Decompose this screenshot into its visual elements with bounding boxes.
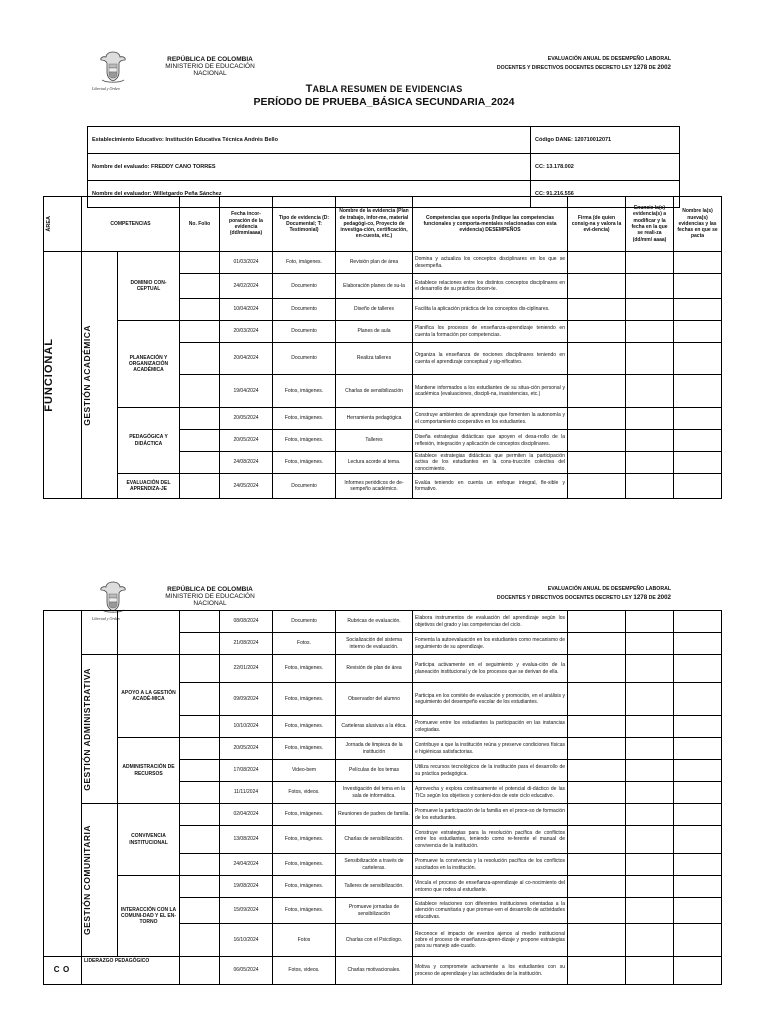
ministry-label: MINISTERIO DE EDUCACIÓN NACIONAL	[165, 63, 255, 77]
page-1	[0, 50, 768, 492]
col-tipo: Tipo de evidencia (D: Documental; T: Testimonial)	[273, 197, 336, 252]
folio-cell	[180, 452, 220, 474]
tipo-cell: Fotos, videos.	[273, 957, 336, 985]
competencia-cell: DOMINIO CON-CEPTUAL	[118, 252, 180, 321]
eval-line-1: EVALUACIÓN ANUAL DE DESEMPEÑO LABORAL	[547, 586, 671, 592]
col-enuncie: Enuncie la(s) evidencia(s) a modificar y la fecha en la que se reali-za (dd/mm/ aaaa)	[626, 197, 674, 252]
desempeno-cell: Fomenta la autoevaluación en los estudiantes como mecanismo de seguimiento de su aprendizaje.	[413, 633, 568, 655]
nueva-cell	[674, 898, 722, 924]
fecha-cell: 11/11/2024	[220, 782, 273, 804]
nombre-cell: Lectura acorde al tema.	[336, 452, 413, 474]
folio-cell	[180, 898, 220, 924]
nombre-cell: Promueve jornadas de sensibilización	[336, 898, 413, 924]
desempeno-cell: Reconoce el impacto de eventos ajenos al medio institucional sobre el proceso de enseñanza-apren-dizaje y propone estrategias para su manejo ade-cuado.	[413, 924, 568, 957]
nombre-cell: Charlas con el Psicólogo.	[336, 924, 413, 957]
tipo-cell: Documento	[273, 611, 336, 633]
table-row	[44, 738, 722, 760]
tipo-cell: Fotos, imágenes.	[273, 804, 336, 826]
nueva-cell	[674, 408, 722, 430]
gestion-cell: GESTIÓN ADMINISTRATIVA	[82, 655, 118, 804]
tipo-cell: Fotos, imágenes.	[273, 408, 336, 430]
col-nombre: Nombre de la evidencia (Plan de trabajo, infor-me, material pedagógi-co, Proyecto de investiga-ción, certificación, en-cuesta, etc.)	[336, 197, 413, 252]
desempeno-cell: Establece relaciones entre los distintos conceptos disciplinares en el desarrollo de su práctica docen-te.	[413, 274, 568, 299]
info-row	[88, 127, 680, 154]
tipo-cell: Fotos, imágenes.	[273, 683, 336, 716]
evaluator-cc-field: CC: 91.216.556	[531, 181, 680, 208]
folio-cell	[180, 430, 220, 452]
desempeno-cell: Mantiene informados a los estudiantes de su situa-ción personal y académica (evaluaciones, discipli-na, inasistencias, etc.)	[413, 375, 568, 408]
firma-cell	[568, 854, 626, 876]
col-folio: No. Folio	[180, 197, 220, 252]
fecha-cell: 13/08/2024	[220, 826, 273, 854]
nueva-cell	[674, 299, 722, 321]
enuncie-cell	[626, 760, 674, 782]
nombre-cell: Observador del alumno	[336, 683, 413, 716]
nueva-cell	[674, 924, 722, 957]
desempeno-cell: Contribuye a que la institución reúna y preserve condiciones físicas e higiénicas satisfactorias.	[413, 738, 568, 760]
firma-cell	[568, 876, 626, 898]
firma-cell	[568, 716, 626, 738]
desempeno-cell: Facilita la aplicación práctica de los conceptos dis-ciplinares.	[413, 299, 568, 321]
folio-cell	[180, 854, 220, 876]
firma-cell	[568, 633, 626, 655]
nombre-cell: Carteleras alusivas a la ética.	[336, 716, 413, 738]
table-row	[44, 252, 722, 274]
folio-cell	[180, 633, 220, 655]
competencia-cell: CONVIVENCIA INSTITUCIONAL	[118, 804, 180, 876]
tipo-cell: Documento	[273, 299, 336, 321]
nueva-cell	[674, 343, 722, 375]
enuncie-cell	[626, 804, 674, 826]
tipo-cell: Fotos, imágenes.	[273, 452, 336, 474]
enuncie-cell	[626, 611, 674, 633]
enuncie-cell	[626, 738, 674, 760]
enuncie-cell	[626, 854, 674, 876]
fecha-cell: 17/08/2024	[220, 760, 273, 782]
desempeno-cell: Organiza la enseñanza de nociones disciplinares teniendo en cuenta el aprendizaje conceptual y sig-nificativo.	[413, 343, 568, 375]
republic-label: REPÚBLICA DE COLOMBIA	[167, 56, 253, 63]
establishment-field: Establecimiento Educativo: Institución Educativa Técnica Andrés Bello	[88, 127, 531, 154]
tipo-cell: Documento	[273, 474, 336, 499]
table-row	[44, 876, 722, 898]
tipo-cell: Documento	[273, 274, 336, 299]
nombre-cell: Charlas de sensibilización.	[336, 826, 413, 854]
institution-heading	[150, 586, 270, 607]
nueva-cell	[674, 738, 722, 760]
firma-cell	[568, 655, 626, 683]
nombre-cell: Reuniones de padres de familia.	[336, 804, 413, 826]
firma-cell	[568, 760, 626, 782]
nombre-cell: Investigación del tema en la sala de informática.	[336, 782, 413, 804]
competencia-cell: ADMINISTRACIÓN DE RECURSOS	[118, 738, 180, 804]
desempeno-cell: Utiliza recursos tecnológicos de la institución para el desarrollo de su práctica pedagógica.	[413, 760, 568, 782]
folio-cell	[180, 274, 220, 299]
nueva-cell	[674, 321, 722, 343]
evaluated-name-field: Nombre del evaluado: FREDDY CANO TORRES	[88, 154, 531, 181]
firma-cell	[568, 343, 626, 375]
folio-cell	[180, 826, 220, 854]
desempeno-cell: Planifica los procesos de enseñanza-aprendizaje teniendo en cuenta la formación por competencias.	[413, 321, 568, 343]
firma-cell	[568, 804, 626, 826]
desempeno-cell: Aprovecha y explora continuamente el potencial di-dáctico de las TICs según los objetivos y conteni-dos de este ciclo educativo.	[413, 782, 568, 804]
nueva-cell	[674, 655, 722, 683]
info-row	[88, 154, 680, 181]
folio-cell	[180, 611, 220, 633]
enuncie-cell	[626, 274, 674, 299]
nueva-cell	[674, 854, 722, 876]
table-row	[44, 655, 722, 683]
area-letter: O	[62, 964, 72, 974]
col-area: ÁREA	[44, 197, 82, 252]
fecha-cell: 10/10/2024	[220, 716, 273, 738]
enuncie-cell	[626, 683, 674, 716]
firma-cell	[568, 924, 626, 957]
desempeno-cell: Establece relaciones con diferentes instituciones orientadas a la atención comunitaria y que promue-ven el desarrollo de actividades educativas.	[413, 898, 568, 924]
tipo-cell: Video-bem	[273, 760, 336, 782]
nueva-cell	[674, 474, 722, 499]
eval-line-2: DOCENTES Y DIRECTIVOS DOCENTES DECRETO LEY 1278 DE 2002	[496, 63, 671, 71]
competencia-cell: PLANEACIÓN Y ORGANIZACIÓN ACADÉMICA	[118, 321, 180, 408]
fecha-cell: 19/04/2024	[220, 375, 273, 408]
tipo-cell: Documento	[273, 321, 336, 343]
nombre-cell: Socialización del sistema interno de evaluación.	[336, 633, 413, 655]
nombre-cell: Charlas motivacionales.	[336, 957, 413, 985]
document-title: TABLA RESUMEN DE EVIDENCIAS	[305, 83, 463, 95]
nueva-cell	[674, 252, 722, 274]
enuncie-cell	[626, 716, 674, 738]
folio-cell	[180, 299, 220, 321]
evaluation-heading	[497, 56, 671, 72]
tipo-cell: Fotos, imágenes.	[273, 854, 336, 876]
folio-cell	[180, 957, 220, 985]
folio-cell	[180, 343, 220, 375]
desempeno-cell: Construye ambientes de aprendizaje que fomenten la autonomía y el comportamiento cooperativo en los estudiantes.	[413, 408, 568, 430]
gestion-cell: GESTIÓN ACADÉMICA	[82, 252, 118, 499]
fecha-cell: 24/04/2024	[220, 854, 273, 876]
nombre-cell: Charlas de sensibilización	[336, 375, 413, 408]
nombre-cell: Sensibilización a través de carteleras.	[336, 854, 413, 876]
nueva-cell	[674, 782, 722, 804]
institution-heading	[150, 56, 270, 77]
eval-line-2: DOCENTES Y DIRECTIVOS DOCENTES DECRETO LEY 1278 DE 2002	[496, 593, 671, 601]
enuncie-cell	[626, 430, 674, 452]
enuncie-cell	[626, 924, 674, 957]
nueva-cell	[674, 430, 722, 452]
area-cell	[44, 957, 82, 985]
fecha-cell: 22/01/2024	[220, 655, 273, 683]
firma-cell	[568, 826, 626, 854]
table-row	[44, 474, 722, 499]
folio-cell	[180, 321, 220, 343]
enuncie-cell	[626, 782, 674, 804]
evidence-table-1	[43, 196, 722, 499]
folio-cell	[180, 375, 220, 408]
folio-cell	[180, 655, 220, 683]
fecha-cell: 24/05/2024	[220, 474, 273, 499]
tipo-cell: Fotos.	[273, 633, 336, 655]
coat-of-arms-icon	[98, 50, 128, 86]
enuncie-cell	[626, 655, 674, 683]
competencia-cell	[118, 611, 180, 655]
tipo-cell: Fotos, imágenes.	[273, 375, 336, 408]
nueva-cell	[674, 452, 722, 474]
firma-cell	[568, 782, 626, 804]
desempeno-cell: Promueve la participación de la familia en el proce-so de formación de los estudiantes.	[413, 804, 568, 826]
fecha-cell: 15/09/2024	[220, 898, 273, 924]
nombre-cell: Informes periódicos de de-sempeño académico.	[336, 474, 413, 499]
tipo-cell: Fotos, imágenes.	[273, 898, 336, 924]
desempeno-cell: Promueve entre los estudiantes la participación en las instancias colegiadas.	[413, 716, 568, 738]
motto-text: Libertad y Orden	[92, 86, 120, 91]
folio-cell	[180, 876, 220, 898]
evidence-table-2	[43, 610, 722, 985]
enuncie-cell	[626, 452, 674, 474]
desempeno-cell: Establece estrategias didácticas que permiten la participación activa de los estudiantes en la cons-trucción colectiva del conocimiento.	[413, 452, 568, 474]
enuncie-cell	[626, 375, 674, 408]
tipo-cell: Fotos, imágenes.	[273, 655, 336, 683]
table-row	[44, 611, 722, 633]
firma-cell	[568, 375, 626, 408]
nombre-cell: Películas de los temas	[336, 760, 413, 782]
folio-cell	[180, 408, 220, 430]
firma-cell	[568, 738, 626, 760]
fecha-cell: 20/05/2024	[220, 408, 273, 430]
fecha-cell: 21/08/2024	[220, 633, 273, 655]
desempeno-cell: Construye estrategias para la resolución pacífica de conflictos entre los estudiantes, teniendo como re-ferente el manual de convivencia de la institución.	[413, 826, 568, 854]
header-row	[44, 197, 722, 252]
desempeno-cell: Diseña estrategias didácticas que apoyen el desa-rrollo de la reflexión, integración y aplicación de conceptos disciplinares.	[413, 430, 568, 452]
nombre-cell: Talleres	[336, 430, 413, 452]
nueva-cell	[674, 633, 722, 655]
competencia-cell: APOYO A LA GESTIÓN ACADÉ-MICA	[118, 655, 180, 738]
fecha-cell: 20/05/2024	[220, 738, 273, 760]
nueva-cell	[674, 804, 722, 826]
enuncie-cell	[626, 321, 674, 343]
col-competencias: COMPETENCIAS	[82, 197, 180, 252]
evaluated-cc-field: CC: 13.178.002	[531, 154, 680, 181]
nombre-cell: Revisión de plan de área	[336, 655, 413, 683]
firma-cell	[568, 321, 626, 343]
nombre-cell: Revisión plan de área	[336, 252, 413, 274]
desempeno-cell: Vincula el proceso de enseñanza-aprendizaje al co-nocimiento del entorno que rodea al estudiante.	[413, 876, 568, 898]
firma-cell	[568, 683, 626, 716]
firma-cell	[568, 252, 626, 274]
firma-cell	[568, 452, 626, 474]
evaluator-name-field: Nombre del evaluador: Willetgardo Peña Sánchez	[88, 181, 531, 208]
nueva-cell	[674, 611, 722, 633]
col-nombre-nueva: Nombre la(s) nueva(s) evidencias y las fechas en que se pacta	[674, 197, 722, 252]
desempeno-cell: Motiva y compromete activamente a los estudiantes con su proceso de aprendizaje y las actividades de la institución.	[413, 957, 568, 985]
nombre-cell: Talleres de sensibilización.	[336, 876, 413, 898]
desempeno-cell: Promueve la convivencia y la resolución pacífica de los conflictos suscitados en la institución.	[413, 854, 568, 876]
nueva-cell	[674, 760, 722, 782]
document-subtitle: PERÍODO DE PRUEBA_BÁSICA SECUNDARIA_2024	[253, 96, 515, 108]
gestion-cell: GESTIÓN COMUNITARIA	[82, 804, 118, 957]
page-2	[0, 580, 768, 977]
nombre-cell: Diseño de talleres	[336, 299, 413, 321]
enuncie-cell	[626, 474, 674, 499]
area-cell	[44, 611, 82, 957]
fecha-cell: 20/03/2024	[220, 321, 273, 343]
nombre-cell: Elaboración planes de su-la	[336, 274, 413, 299]
nombre-cell: Realiza talleres	[336, 343, 413, 375]
enuncie-cell	[626, 957, 674, 985]
fecha-cell: 10/04/2024	[220, 299, 273, 321]
tipo-cell: Fotos	[273, 924, 336, 957]
folio-cell	[180, 924, 220, 957]
nueva-cell	[674, 876, 722, 898]
tipo-cell: Fotos, imágenes.	[273, 430, 336, 452]
enuncie-cell	[626, 826, 674, 854]
nombre-cell: Planes de aula	[336, 321, 413, 343]
competencia-cell: EVALUACIÓN DEL APRENDIZA-JE	[118, 474, 180, 499]
folio-cell	[180, 474, 220, 499]
gestion-cell	[82, 611, 118, 655]
enuncie-cell	[626, 898, 674, 924]
table-row	[44, 408, 722, 430]
desempeno-cell: Participa en los comités de evaluación y promoción, en el análisis y seguimiento del desempeño escolar de los estudiantes.	[413, 683, 568, 716]
firma-cell	[568, 299, 626, 321]
nueva-cell	[674, 957, 722, 985]
nueva-cell	[674, 826, 722, 854]
fecha-cell: 20/04/2024	[220, 343, 273, 375]
fecha-cell: 01/03/2024	[220, 252, 273, 274]
tipo-cell: Documento	[273, 343, 336, 375]
fecha-cell: 24/08/2024	[220, 452, 273, 474]
tipo-cell: Foto, imágenes.	[273, 252, 336, 274]
republic-label: REPÚBLICA DE COLOMBIA	[167, 586, 253, 593]
evaluation-heading	[497, 586, 671, 602]
competencia-cell: LIDERAZGO PEDAGÓGICO	[82, 957, 180, 985]
folio-cell	[180, 716, 220, 738]
enuncie-cell	[626, 633, 674, 655]
competencia-cell: INTERACCIÓN CON LA COMUNI-DAD Y EL EN-TORNO	[118, 876, 180, 957]
nombre-cell: Herramienta pedagógica	[336, 408, 413, 430]
firma-cell	[568, 430, 626, 452]
desempeno-cell: Participa activamente en el seguimiento y evalua-ción de la planeación institucional y de los procesos que se derivan de ella.	[413, 655, 568, 683]
nueva-cell	[674, 716, 722, 738]
nueva-cell	[674, 683, 722, 716]
table-row	[44, 321, 722, 343]
firma-cell	[568, 408, 626, 430]
desempeno-cell: Evalúa teniendo en cuenta un enfoque integral, fle-xible y formativo.	[413, 474, 568, 499]
col-fecha: Fecha incor-poración de la evidencia (dd/mm/aaaa)	[220, 197, 273, 252]
eval-line-1: EVALUACIÓN ANUAL DE DESEMPEÑO LABORAL	[547, 56, 671, 62]
firma-cell	[568, 611, 626, 633]
fecha-cell: 09/09/2024	[220, 683, 273, 716]
folio-cell	[180, 252, 220, 274]
tipo-cell: Fotos, imágenes.	[273, 876, 336, 898]
desempeno-cell: Domina y actualiza los conceptos disciplinares en los que se desempeña.	[413, 252, 568, 274]
competencia-cell: PEDAGÓGICA Y DIDÁCTICA	[118, 408, 180, 474]
enuncie-cell	[626, 343, 674, 375]
folio-cell	[180, 683, 220, 716]
tipo-cell: Fotos, imágenes.	[273, 716, 336, 738]
area-letter: C	[53, 964, 62, 974]
enuncie-cell	[626, 408, 674, 430]
nueva-cell	[674, 375, 722, 408]
tipo-cell: Fotos, videos.	[273, 782, 336, 804]
nombre-cell: Rubricas de evaluación.	[336, 611, 413, 633]
firma-cell	[568, 274, 626, 299]
fecha-cell: 19/08/2024	[220, 876, 273, 898]
tipo-cell: Fotos, imágenes.	[273, 826, 336, 854]
folio-cell	[180, 782, 220, 804]
fecha-cell: 24/02/2024	[220, 274, 273, 299]
folio-cell	[180, 738, 220, 760]
firma-cell	[568, 957, 626, 985]
enuncie-cell	[626, 299, 674, 321]
firma-cell	[568, 898, 626, 924]
col-firma: Firma (de quien consig-na y valora la evi-dencia)	[568, 197, 626, 252]
table-row	[44, 804, 722, 826]
fecha-cell: 06/05/2024	[220, 957, 273, 985]
fecha-cell: 16/10/2024	[220, 924, 273, 957]
area-cell: FUNCIONAL	[44, 252, 82, 499]
nombre-cell: Jornada de limpieza de la institución	[336, 738, 413, 760]
enuncie-cell	[626, 876, 674, 898]
folio-cell	[180, 760, 220, 782]
desempeno-cell: Elabora instrumentos de evaluación del aprendizaje según los objetivos del grado y las competencias del ciclo.	[413, 611, 568, 633]
firma-cell	[568, 474, 626, 499]
enuncie-cell	[626, 252, 674, 274]
tipo-cell: Fotos, imágenes.	[273, 738, 336, 760]
col-soporta: Competencias que soporta (Indique las competencias funcionales y comporta-mentales relacionadas con esta evidencia) DESEMPEÑOS	[413, 197, 568, 252]
fecha-cell: 08/08/2024	[220, 611, 273, 633]
motto-text: Libertad y Orden	[92, 616, 120, 621]
fecha-cell: 02/04/2024	[220, 804, 273, 826]
folio-cell	[180, 804, 220, 826]
table-row	[44, 957, 722, 985]
dane-field: Código DANE: 120710012071	[531, 127, 680, 154]
nueva-cell	[674, 274, 722, 299]
fecha-cell: 20/05/2024	[220, 430, 273, 452]
ministry-label: MINISTERIO DE EDUCACIÓN NACIONAL	[165, 593, 255, 607]
